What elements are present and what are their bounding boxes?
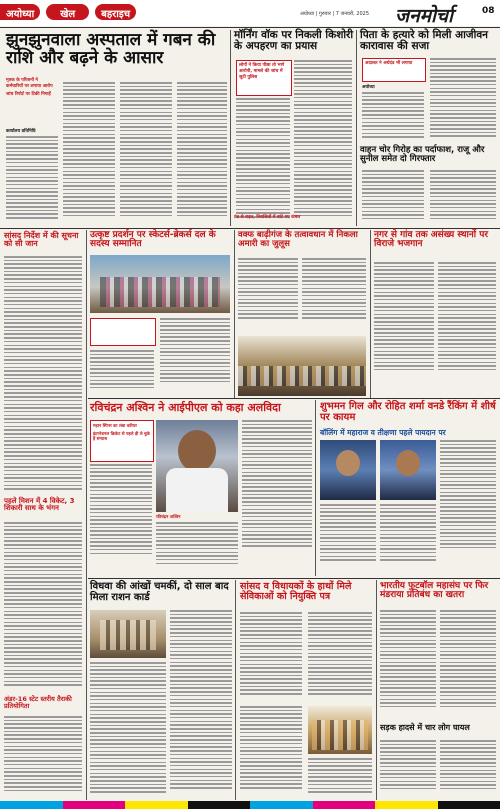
father-killer-body-2 [430, 58, 496, 142]
ashwin-body-2 [156, 522, 238, 576]
bullet-item: मृतक के परिजनों ने कर्मचारियों पर लगाया आरोप [6, 78, 53, 89]
mla-body-1 [240, 612, 302, 704]
color-swatch [375, 801, 438, 809]
hospital-dateline: कार्यालय प्रतिनिधि [6, 129, 36, 134]
ashwin-body-1 [90, 464, 152, 576]
father-killer-box [362, 58, 426, 82]
blanket-strip [234, 214, 354, 226]
procession-body-2 [302, 258, 366, 334]
headline-father-killer: पिता के हत्यारे को मिली आजीवन कारावास की सजा [360, 29, 488, 53]
ashwin-photo-caption: रविचंद्रन अश्विन [156, 514, 181, 519]
headline-widow: विधवा की आंखों चमकीं, दो साल बाद मिला राशन कार्ड [90, 581, 229, 603]
left-player-body [4, 522, 82, 692]
bullet-item: जांच रिपोर्ट पर टिकी निगाहें [6, 92, 51, 97]
rankings-photo-gill [320, 440, 376, 500]
brand-logo: जनमोर्चा [395, 5, 453, 27]
vehicle-thief-body-1 [362, 170, 424, 226]
dateline: अयोध्या | गुरुवार | 7 जनवरी, 2025 [300, 11, 370, 17]
color-swatch [125, 801, 188, 809]
mla-body-2 [308, 612, 372, 704]
felicitation-photo [90, 255, 230, 313]
section-tab-bahraich[interactable]: बहराइच [95, 4, 136, 20]
bullet-item: इंटरनेशनल क्रिकेट से पहले ही ले चुके हैं संन्यास [93, 430, 150, 441]
headline-hospital: झुनझुनवाला अस्पताल में गबन की राशि और बढ़ने के आसार [6, 30, 216, 68]
ashwin-box [90, 420, 154, 462]
felicitation-box [90, 318, 156, 346]
father-killer-body-1 [362, 92, 424, 142]
rankings-photo-rohit [380, 440, 436, 500]
vehicle-thief-body-2 [430, 170, 496, 226]
column-divider [370, 230, 371, 398]
widow-body-2 [170, 610, 232, 798]
hospital-body-col4 [177, 82, 227, 226]
section-tab-ayodhya[interactable]: अयोध्या [0, 4, 40, 20]
headline-blanket: ठंड से राहत, निराश्रितों में बांटे गए कंबल [234, 215, 301, 220]
color-swatch [438, 801, 500, 809]
rankings-subhead: बॉलिंग में महाराज व तीक्षणा पहले पायदान पर [320, 428, 446, 437]
mla-body-3 [240, 706, 302, 798]
swimming-body [4, 716, 82, 796]
headline-morning-walk: मॉर्निंग वॉक पर निकली किशोरी के अपहरण का प्रयास [234, 29, 354, 53]
headline-left-column: सांसद निर्देश में की सूचना को सी जान [4, 231, 79, 249]
bullet-item: अदालत ने अर्थदंड भी लगाया [365, 61, 413, 66]
color-swatch [188, 801, 251, 809]
column-divider [234, 230, 235, 398]
mla-photo [308, 706, 372, 754]
color-swatch [250, 801, 313, 809]
morning-walk-body-1 [236, 98, 290, 226]
column-divider [230, 30, 231, 226]
ashwin-body-3 [242, 420, 312, 576]
road-body-1 [380, 740, 436, 798]
color-swatch [0, 801, 63, 809]
railway-body-1 [380, 610, 436, 720]
headline-road: सड़क हादसे में चार लोग घायल [380, 723, 470, 732]
section-tabs [0, 4, 136, 20]
felicitation-body-2 [160, 318, 230, 396]
widow-body-1 [90, 662, 166, 798]
section-tab-sports[interactable]: खेल [46, 4, 89, 20]
headline-cricket-felicitation: उत्कृष्ट प्रदर्शन पर स्केटर्स-ब्रेकर्स दल के सदस्य सम्मानित [90, 230, 216, 250]
color-registration-strip [0, 801, 500, 809]
page-number: 08 [482, 6, 495, 16]
headline-vaccination: नगर से गांव तक असंख्य स्थानों पर विराजे भजगान [374, 230, 489, 250]
headline-swimming: अंडर-16 स्टेट स्तरीय तैराकी प्रतियोगिता [4, 695, 72, 710]
section-rule [0, 228, 500, 229]
morning-walk-body-2 [294, 60, 352, 226]
hospital-body-col3 [120, 82, 172, 226]
headline-vehicle-thief: वाहन चोर गिरोह का पर्दाफाश, राजू और सुनील समेत दो गिरफ्तार [360, 145, 485, 164]
section-rule [88, 398, 500, 399]
rankings-body-3 [380, 504, 436, 576]
morning-walk-box [236, 60, 292, 96]
rankings-body-2 [320, 504, 376, 576]
rankings-body-1 [440, 440, 496, 576]
procession-photo [238, 336, 366, 396]
left-column-body [4, 256, 82, 496]
headline-rankings: शुभमन गिल और रोहित शर्मा वनडे रैंकिंग में शीर्ष पर कायम [320, 401, 496, 423]
hospital-bullets [6, 78, 56, 98]
father-killer-dateline: अयोध्या [362, 85, 375, 90]
widow-photo [90, 610, 166, 658]
ashwin-photo [156, 420, 238, 512]
headline-ashwin: रविचंद्रन अश्विन ने आईपीएल को कहा अलविदा [90, 401, 281, 414]
column-divider [315, 400, 316, 576]
mla-body-4 [308, 758, 372, 798]
procession-body-1 [238, 258, 298, 334]
color-swatch [313, 801, 376, 809]
headline-mla: सांसद व विधायकों के हाथों मिले सेविकाओं को नियुक्ति पत्र [240, 581, 352, 602]
column-divider [376, 580, 377, 800]
hospital-body-col2 [63, 82, 115, 226]
road-body-2 [440, 740, 496, 798]
headline-railway: भारतीय फुटबॉल महासंघ पर फिर मंडराया प्रतिबंध का खतरा [380, 581, 489, 601]
column-divider [86, 230, 87, 800]
section-rule [88, 578, 500, 579]
header-rule [0, 27, 500, 28]
felicitation-body-1 [90, 350, 154, 396]
hospital-body-col1 [6, 136, 58, 226]
vaccination-body-2 [438, 262, 496, 396]
color-swatch [63, 801, 126, 809]
vaccination-body-1 [374, 262, 434, 396]
headline-procession: वक्फ बाढ़ीगंज के तत्वावधान में निकला अमारी का जुलूस [238, 230, 358, 249]
railway-body-2 [440, 610, 496, 720]
column-divider [356, 30, 357, 226]
column-divider [235, 580, 236, 800]
bullet-item: लोगों ने किया पीछा तो भागे आरोपी, मामले की जांच में जुटी पुलिस [239, 63, 285, 80]
bullet-item: महान स्पिनर का लंबा करियर [93, 423, 137, 428]
headline-left-player: पहले मिशन में 4 विकेट, 3 शिकारी साथ के भंगन [4, 497, 75, 513]
